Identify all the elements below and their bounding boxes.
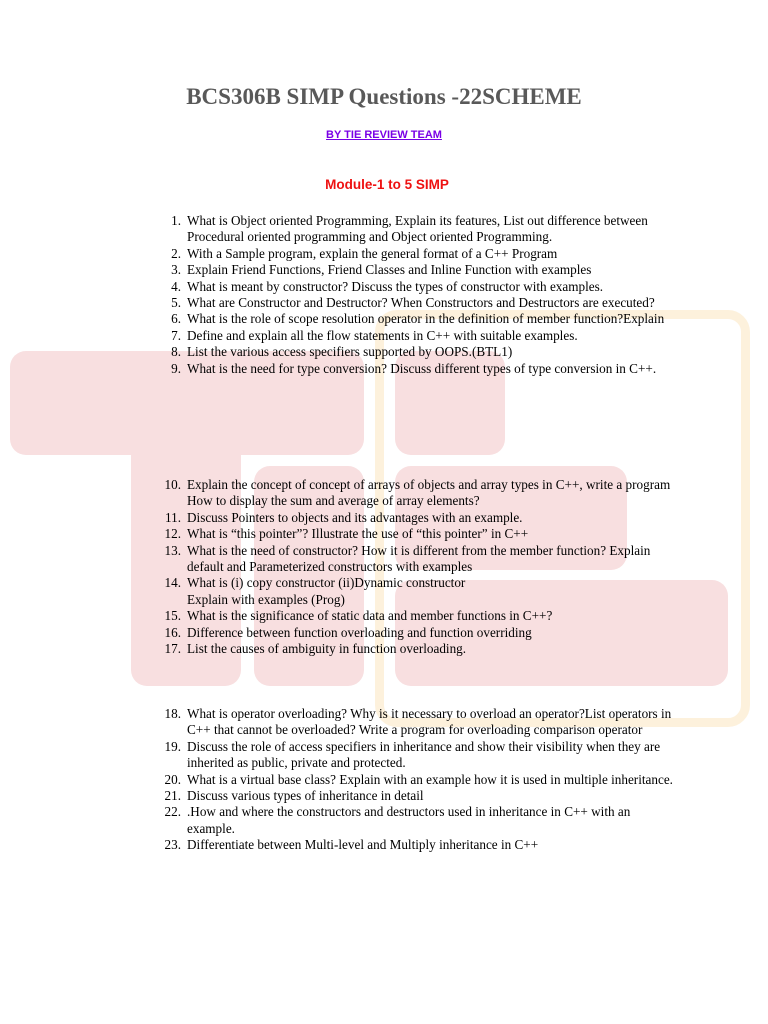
- question-text: What are Constructor and Destructor? When Constructors and Destructors are executed?: [187, 295, 655, 311]
- question-item: [160, 706, 680, 739]
- question-text: What is (i) copy constructor (ii)Dynamic constructor Explain with examples (Prog): [187, 575, 466, 607]
- byline-link[interactable]: BY TIE REVIEW TEAM: [326, 129, 442, 141]
- question-item: [160, 804, 680, 837]
- question-text: .How and where the constructors and destructors used in inheritance in C++ with an example.: [187, 804, 631, 836]
- question-text: What is meant by constructor? Discuss the types of constructor with examples.: [187, 278, 604, 294]
- question-item: [160, 361, 680, 377]
- question-item: [160, 788, 680, 804]
- question-number: 13.: [164, 542, 181, 558]
- question-number: 5.: [171, 295, 181, 311]
- question-text: What is “this pointer”? Illustrate the use of “this pointer” in C++: [187, 526, 529, 542]
- module-heading: Module-1 to 5 SIMP: [325, 177, 449, 192]
- question-item: [160, 328, 680, 344]
- question-text: What is a virtual base class? Explain with an example how it is used in multiple inheritance.: [187, 771, 673, 787]
- question-item: [160, 311, 680, 327]
- question-number: 11.: [165, 509, 181, 525]
- question-text: Discuss the role of access specifiers in inheritance and show their visibility when they are inherited as public, private and protected.: [187, 738, 661, 771]
- question-item: [160, 246, 680, 262]
- question-item: [160, 641, 680, 657]
- question-number: 17.: [164, 641, 181, 657]
- question-item: [160, 772, 680, 788]
- question-text: What is the need of constructor? How it is different from the member function? Explain default and Parameterized constructors with examples: [187, 542, 651, 575]
- question-item: [160, 543, 680, 576]
- question-number: 7.: [171, 327, 181, 343]
- question-text: What is Object oriented Programming, Explain its features, List out difference between Procedural oriented programming and Object oriented Programming.: [187, 213, 648, 245]
- question-number: 14.: [164, 575, 181, 591]
- question-number: 4.: [171, 278, 181, 294]
- question-item: [160, 344, 680, 360]
- question-item: [160, 477, 680, 510]
- question-number: 1.: [171, 213, 181, 228]
- question-number: 6.: [171, 311, 181, 327]
- question-number: 15.: [164, 608, 181, 624]
- question-text: List the various access specifiers supported by OOPS.(BTL1): [187, 344, 513, 360]
- question-text: Define and explain all the flow statements in C++ with suitable examples.: [187, 327, 578, 343]
- question-item: [160, 262, 680, 278]
- question-number: 18.: [164, 706, 181, 721]
- question-item: [160, 526, 680, 542]
- question-number: 9.: [171, 360, 181, 376]
- question-number: 16.: [164, 624, 181, 640]
- question-text: Differentiate between Multi-level and Multiply inheritance in C++: [187, 837, 539, 853]
- question-text: What is the role of scope resolution operator in the definition of member function?Explain: [187, 311, 665, 327]
- question-item: [160, 837, 680, 853]
- question-number: 23.: [164, 837, 181, 853]
- question-number: 8.: [171, 344, 181, 360]
- question-text: Difference between function overloading and function overriding: [187, 624, 532, 640]
- question-number: 22.: [164, 804, 181, 820]
- question-item: [160, 739, 680, 772]
- question-number: 2.: [171, 245, 181, 261]
- question-item: [160, 625, 680, 641]
- question-text: What is the need for type conversion? Discuss different types of type conversion in C++.: [187, 360, 657, 376]
- question-list-group-1: [160, 213, 680, 377]
- question-text: What is the significance of static data and member functions in C++?: [187, 608, 553, 624]
- question-list-group-3: [160, 706, 680, 854]
- question-item: [160, 295, 680, 311]
- question-number: 10.: [164, 477, 181, 492]
- question-number: 20.: [164, 771, 181, 787]
- question-number: 12.: [164, 526, 181, 542]
- question-text: Discuss Pointers to objects and its advantages with an example.: [187, 509, 523, 525]
- question-text: Discuss various types of inheritance in detail: [187, 788, 424, 804]
- document-title: BCS306B SIMP Questions -22SCHEME: [186, 84, 582, 109]
- question-text: List the causes of ambiguity in function overloading.: [187, 641, 467, 657]
- question-list-group-2: [160, 477, 680, 657]
- question-text: With a Sample program, explain the general format of a C++ Program: [187, 245, 558, 261]
- question-text: Explain Friend Functions, Friend Classes and Inline Function with examples: [187, 262, 592, 278]
- question-text: Explain the concept of concept of arrays of objects and array types in C++, write a program How to display the sum and average of array elements?: [187, 477, 671, 509]
- question-item: [160, 213, 680, 246]
- question-number: 19.: [164, 738, 181, 754]
- question-item: [160, 608, 680, 624]
- question-item: [160, 279, 680, 295]
- question-text: What is operator overloading? Why is it necessary to overload an operator?List operators in C++ that cannot be overloaded? Write a program for overloading comparison operator: [187, 706, 672, 738]
- question-number: 3.: [171, 262, 181, 278]
- question-number: 21.: [164, 788, 181, 804]
- question-item: [160, 575, 680, 608]
- question-item: [160, 510, 680, 526]
